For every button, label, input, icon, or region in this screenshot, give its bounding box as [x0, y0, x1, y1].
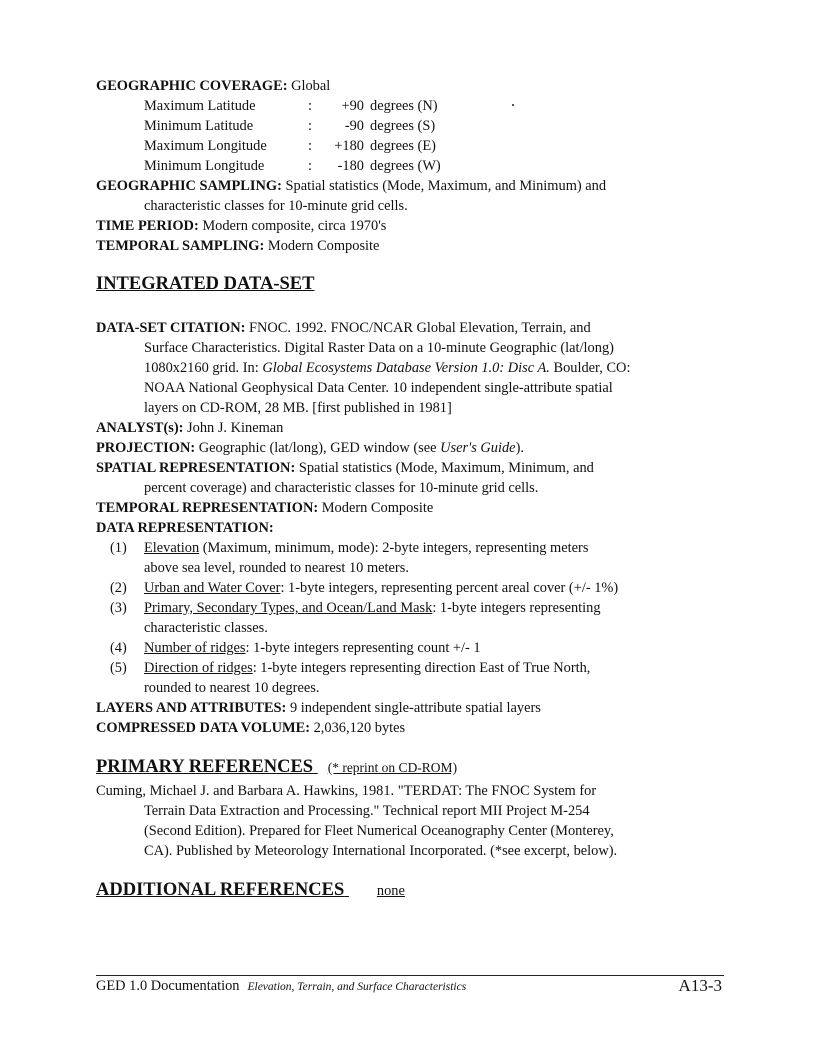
- volume-label: COMPRESSED DATA VOLUME:: [96, 720, 310, 736]
- projection-italic: User's Guide: [440, 440, 516, 456]
- primary-block: [96, 781, 756, 861]
- coverage-row-unit: degrees (W): [370, 158, 441, 174]
- item-number: (5): [110, 660, 127, 676]
- item-title: Primary, Secondary Types, and Ocean/Land Mask: [144, 600, 433, 616]
- analyst-value: John J. Kineman: [187, 420, 284, 436]
- analyst-line: [96, 418, 756, 438]
- list-item: [96, 598, 756, 618]
- citation-italic: Global Ecosystems Database Version 1.0: Disc A.: [262, 360, 550, 376]
- layers-value: 9 independent single-attribute spatial layers: [289, 700, 541, 716]
- citation-line: [96, 318, 756, 338]
- coverage-row-unit: degrees (N): [370, 98, 438, 114]
- list-item: [96, 658, 756, 678]
- temporal-sampling-label: TEMPORAL SAMPLING:: [96, 238, 265, 254]
- item-number: (1): [110, 540, 127, 556]
- list-item: [96, 578, 756, 598]
- item-title: Direction of ridges: [144, 660, 253, 676]
- primary-note: (* reprint on CD-ROM): [327, 760, 458, 775]
- footer: [96, 978, 724, 1000]
- item-cont: above sea level, rounded to nearest 10 meters.: [144, 560, 409, 576]
- item-cont: characteristic classes.: [144, 620, 268, 636]
- list-item: [96, 638, 756, 658]
- list-item: [96, 538, 756, 558]
- time-period-label: TIME PERIOD:: [96, 218, 199, 234]
- reference-cont: Terrain Data Extraction and Processing." Technical report MII Project M-254: [144, 803, 590, 819]
- time-period-line: [96, 216, 736, 236]
- footer-rule: [96, 975, 724, 976]
- layers-label: LAYERS AND ATTRIBUTES:: [96, 700, 287, 716]
- citation-cont: [96, 358, 756, 378]
- sampling-cont: characteristic classes for 10-minute grid cells.: [144, 198, 408, 214]
- temporal-sampling-line: [96, 236, 736, 256]
- reference-cont: CA). Published by Meteorology International Incorporated. (*see excerpt, below).: [144, 843, 618, 859]
- coverage-line: [96, 76, 736, 96]
- coverage-row-num: -90: [344, 118, 364, 134]
- item-text: : 1-byte integers, representing percent areal cover (+/- 1%): [280, 580, 619, 596]
- data-rep-label: DATA REPRESENTATION:: [96, 520, 274, 536]
- additional-value: none: [376, 883, 405, 899]
- projection-value: Geographic (lat/long), GED window (see: [198, 440, 437, 456]
- citation-cont: layers on CD-ROM, 28 MB. [first published in 1981]: [144, 400, 452, 416]
- temporal-sampling-value: Modern Composite: [267, 238, 380, 254]
- citation-text: 1080x2160 grid. In:: [144, 360, 259, 376]
- analyst-label: ANALYST(s):: [96, 420, 184, 436]
- coverage-label: GEOGRAPHIC COVERAGE:: [96, 78, 288, 94]
- coverage-row-unit: degrees (S): [370, 118, 436, 134]
- item-text: (Maximum, minimum, mode): 2-byte integers, representing meters: [199, 540, 589, 556]
- item-title: Number of ridges: [144, 640, 246, 656]
- spatial-cont: percent coverage) and characteristic classes for 10-minute grid cells.: [144, 480, 539, 496]
- item-text: : 1-byte integers representing direction East of True North,: [252, 660, 591, 676]
- spatial-line: [96, 458, 756, 478]
- coverage-row-sep: :: [308, 98, 312, 114]
- citation-cont: NOAA National Geophysical Data Center. 10 independent single-attribute spatial: [144, 380, 613, 396]
- item-title: Elevation: [144, 540, 200, 556]
- item-text: : 1-byte integers representing count +/- 1: [245, 640, 481, 656]
- coverage-value: Global: [291, 78, 331, 94]
- item-number: (4): [110, 640, 127, 656]
- coverage-row-name: Maximum Latitude: [144, 98, 256, 114]
- footer-doc: GED 1.0 Documentation: [96, 978, 240, 994]
- primary-heading: PRIMARY REFERENCES: [96, 757, 314, 777]
- time-period-value: Modern composite, circa 1970's: [202, 218, 387, 234]
- projection-label: PROJECTION:: [96, 440, 196, 456]
- item-text: : 1-byte integers representing: [432, 600, 601, 616]
- volume-value: 2,036,120 bytes: [313, 720, 406, 736]
- footer-left: [96, 978, 466, 995]
- sampling-line: [96, 176, 736, 196]
- coverage-row-sep: :: [308, 118, 312, 134]
- coverage-row: [96, 116, 736, 136]
- page-number: A13-3: [678, 976, 722, 995]
- coverage-row-sep: :: [308, 138, 312, 154]
- spatial-label: SPATIAL REPRESENTATION:: [96, 460, 296, 476]
- item-cont: rounded to nearest 10 degrees.: [144, 680, 320, 696]
- temporal-label: TEMPORAL REPRESENTATION:: [96, 500, 319, 516]
- citation-text: FNOC. 1992. FNOC/NCAR Global Elevation, Terrain, and: [249, 320, 591, 336]
- coverage-row: [96, 136, 736, 156]
- coverage-row-num: -180: [337, 158, 364, 174]
- additional-heading-row: [96, 880, 405, 901]
- citation-text: Boulder, CO:: [553, 360, 631, 376]
- sampling-text: Spatial statistics (Mode, Maximum, and Minimum) and: [285, 178, 607, 194]
- coverage-row-num: +90: [341, 98, 364, 114]
- coverage-block: [96, 76, 736, 256]
- coverage-row: [96, 156, 736, 176]
- volume-line: [96, 718, 756, 738]
- footer-title: Elevation, Terrain, and Surface Characteristics: [247, 981, 467, 993]
- coverage-row-unit: degrees (E): [370, 138, 436, 154]
- item-number: (2): [110, 580, 127, 596]
- coverage-row-sep: :: [308, 158, 312, 174]
- additional-heading: ADDITIONAL REFERENCES: [96, 880, 345, 900]
- sampling-label: GEOGRAPHIC SAMPLING:: [96, 178, 282, 194]
- coverage-row-num: +180: [334, 138, 364, 154]
- item-title: Urban and Water Cover: [144, 580, 281, 596]
- projection-end: ).: [515, 440, 524, 456]
- projection-line: [96, 438, 756, 458]
- temporal-line: [96, 498, 756, 518]
- reference-line: Cuming, Michael J. and Barbara A. Hawkins, 1981. "TERDAT: The FNOC System for: [96, 783, 597, 799]
- citation-cont: Surface Characteristics. Digital Raster Data on a 10-minute Geographic (lat/long): [144, 340, 614, 356]
- coverage-row-name: Minimum Latitude: [144, 118, 254, 134]
- spatial-text: Spatial statistics (Mode, Maximum, Minimum, and: [298, 460, 594, 476]
- coverage-row: [96, 96, 736, 116]
- primary-heading-row: [96, 757, 457, 778]
- layers-line: [96, 698, 756, 718]
- temporal-value: Modern Composite: [321, 500, 434, 516]
- integrated-block: [96, 318, 756, 738]
- reference-cont: (Second Edition). Prepared for Fleet Numerical Oceanography Center (Monterey,: [144, 823, 614, 839]
- citation-label: DATA-SET CITATION:: [96, 320, 246, 336]
- coverage-row-name: Minimum Longitude: [144, 158, 265, 174]
- integrated-heading: INTEGRATED DATA-SET: [96, 274, 315, 294]
- coverage-row-name: Maximum Longitude: [144, 138, 267, 154]
- item-number: (3): [110, 600, 127, 616]
